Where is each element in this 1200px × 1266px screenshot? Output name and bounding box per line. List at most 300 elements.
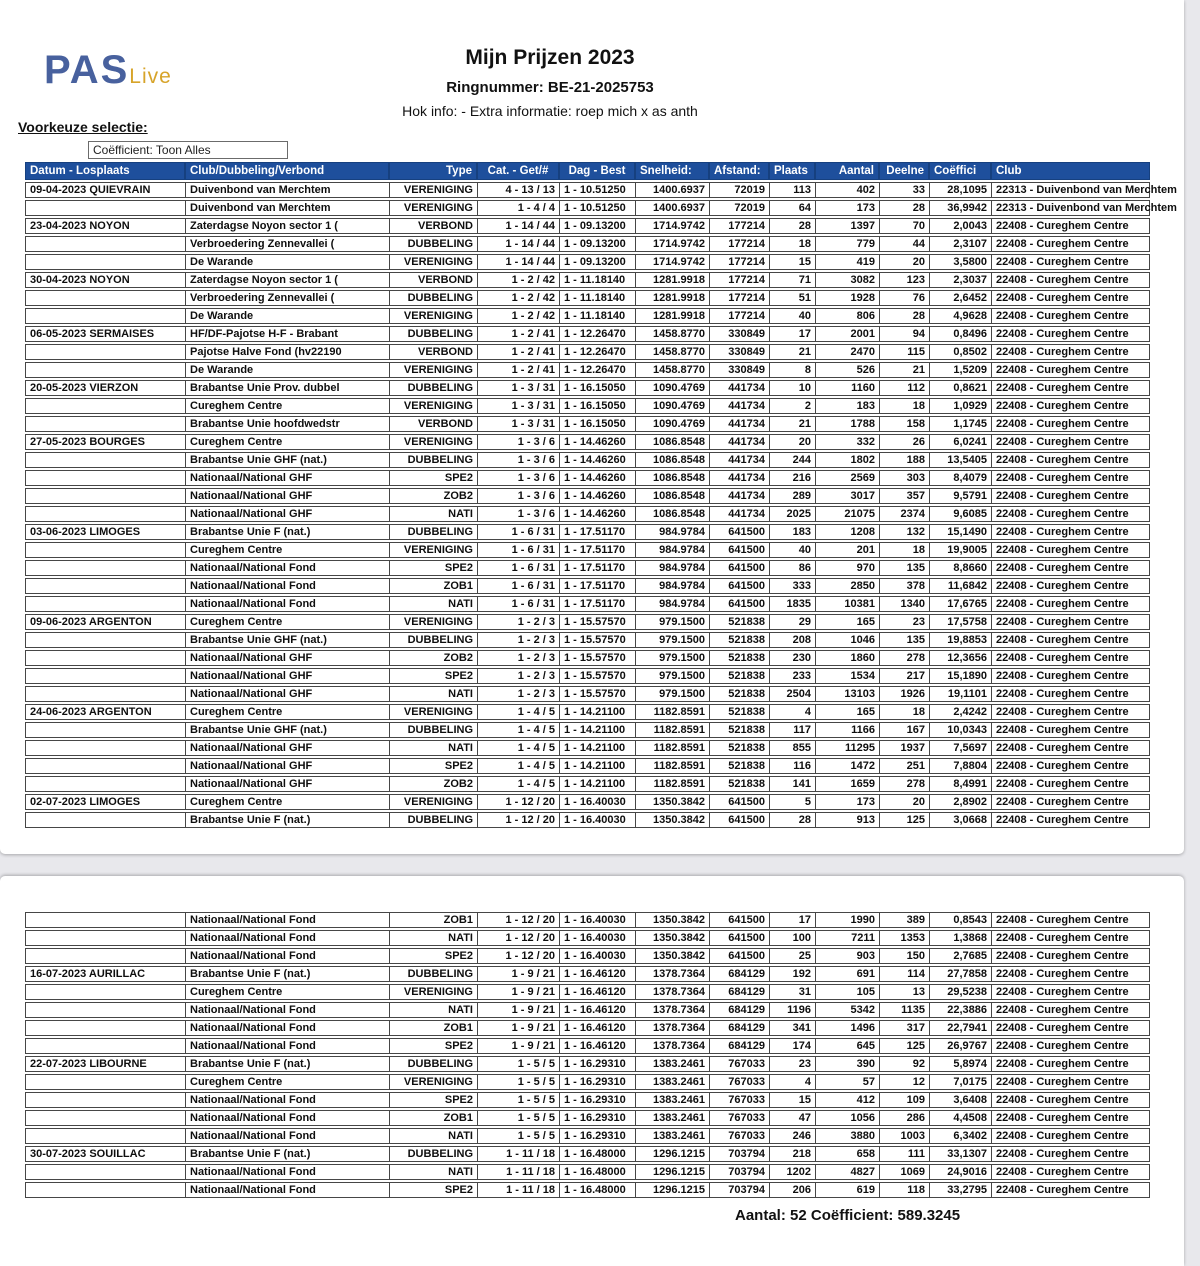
cell: NATI — [389, 1002, 477, 1018]
cell: 22408 - Cureghem Centre — [991, 218, 1150, 234]
cell: 521838 — [709, 650, 769, 666]
cell: 767033 — [709, 1128, 769, 1144]
cell: 1 - 16.29310 — [559, 1056, 635, 1072]
cell: Brabantse Unie F (nat.) — [185, 524, 389, 540]
cell: 1 - 09.13200 — [559, 218, 635, 234]
cell: 64 — [769, 200, 815, 216]
cell: 641500 — [709, 560, 769, 576]
table-row — [25, 452, 1150, 468]
cell: 117 — [769, 722, 815, 738]
cell: 22408 - Cureghem Centre — [991, 362, 1150, 378]
cell: 1 - 16.29310 — [559, 1092, 635, 1108]
cell: 3880 — [815, 1128, 879, 1144]
cell: 22408 - Cureghem Centre — [991, 344, 1150, 360]
cell: 21 — [769, 344, 815, 360]
cell: DUBBELING — [389, 236, 477, 252]
cell: Nationaal/National GHF — [185, 650, 389, 666]
cell: 1090.4769 — [635, 398, 709, 414]
cell: 1835 — [769, 596, 815, 612]
cell: 1 - 16.46120 — [559, 1038, 635, 1054]
cell: 1 - 9 / 21 — [477, 1002, 559, 1018]
cell: 1 - 12 / 20 — [477, 930, 559, 946]
cell: 1 - 2 / 3 — [477, 650, 559, 666]
cell: 1 - 2 / 42 — [477, 290, 559, 306]
cell: Zaterdagse Noyon sector 1 ( — [185, 218, 389, 234]
cell: 1 - 4 / 5 — [477, 704, 559, 720]
cell: Nationaal/National Fond — [185, 930, 389, 946]
cell: 1 - 5 / 5 — [477, 1092, 559, 1108]
cell: Nationaal/National GHF — [185, 488, 389, 504]
cell — [25, 912, 185, 928]
table-row — [25, 416, 1150, 432]
cell: 21075 — [815, 506, 879, 522]
logo-text-live: Live — [129, 65, 172, 88]
cell: 691 — [815, 966, 879, 982]
cell: VERENIGING — [389, 362, 477, 378]
cell: 4,9628 — [929, 308, 991, 324]
table-row — [25, 1164, 1150, 1180]
cell: 521838 — [709, 632, 769, 648]
table-row — [25, 560, 1150, 576]
table-row — [25, 434, 1150, 450]
cell: 135 — [879, 560, 929, 576]
cell: 703794 — [709, 1164, 769, 1180]
cell: 1350.3842 — [635, 794, 709, 810]
cell: 22408 - Cureghem Centre — [991, 740, 1150, 756]
cell: 979.1500 — [635, 686, 709, 702]
cell: 3,6408 — [929, 1092, 991, 1108]
column-header: Coëffici — [929, 162, 991, 180]
cell: 1182.8591 — [635, 758, 709, 774]
cell: Brabantse Unie GHF (nat.) — [185, 632, 389, 648]
cell: 389 — [879, 912, 929, 928]
cell: Brabantse Unie F (nat.) — [185, 966, 389, 982]
cell: 855 — [769, 740, 815, 756]
cell: 2,7685 — [929, 948, 991, 964]
cell: 22408 - Cureghem Centre — [991, 722, 1150, 738]
cell: 333 — [769, 578, 815, 594]
cell: Cureghem Centre — [185, 614, 389, 630]
cell: 183 — [815, 398, 879, 414]
table-row — [25, 506, 1150, 522]
cell: 30-07-2023 SOUILLAC — [25, 1146, 185, 1162]
cell: 526 — [815, 362, 879, 378]
cell: 1160 — [815, 380, 879, 396]
cell — [25, 740, 185, 756]
cell: 18 — [879, 398, 929, 414]
cell: 22408 - Cureghem Centre — [991, 614, 1150, 630]
cell: 23 — [879, 614, 929, 630]
cell: 15 — [769, 1092, 815, 1108]
cell: 1 - 14.46260 — [559, 488, 635, 504]
cell: 3,0668 — [929, 812, 991, 828]
cell: 4 - 13 / 13 — [477, 182, 559, 198]
cell: 390 — [815, 1056, 879, 1072]
cell: 1 - 16.46120 — [559, 984, 635, 1000]
cell: 1281.9918 — [635, 308, 709, 324]
cell: 105 — [815, 984, 879, 1000]
cell: 1166 — [815, 722, 879, 738]
cell: Nationaal/National GHF — [185, 740, 389, 756]
cell: 10,0343 — [929, 722, 991, 738]
cell: 22408 - Cureghem Centre — [991, 524, 1150, 540]
cell: Duivenbond van Merchtem — [185, 200, 389, 216]
cell: 150 — [879, 948, 929, 964]
cell: 17 — [769, 912, 815, 928]
cell: Cureghem Centre — [185, 542, 389, 558]
cell: 1350.3842 — [635, 912, 709, 928]
cell: 2569 — [815, 470, 879, 486]
cell: 40 — [769, 542, 815, 558]
cell: 13,5405 — [929, 452, 991, 468]
cell: VERENIGING — [389, 398, 477, 414]
cell: SPE2 — [389, 1092, 477, 1108]
cell: ZOB1 — [389, 1020, 477, 1036]
cell: 402 — [815, 182, 879, 198]
cell: 2,4242 — [929, 704, 991, 720]
cell: 1 - 3 / 6 — [477, 488, 559, 504]
cell: Brabantse Unie F (nat.) — [185, 812, 389, 828]
cell: 1 - 3 / 6 — [477, 506, 559, 522]
cell: 177214 — [709, 308, 769, 324]
page-title: Mijn Prijzen 2023 — [465, 46, 635, 69]
cell: Brabantse Unie Prov. dubbel — [185, 380, 389, 396]
cell: Brabantse Unie F (nat.) — [185, 1146, 389, 1162]
cell — [25, 452, 185, 468]
cell: 5342 — [815, 1002, 879, 1018]
cell: Brabantse Unie hoofdwedstr — [185, 416, 389, 432]
cell: 1 - 6 / 31 — [477, 542, 559, 558]
cell: 1 - 16.29310 — [559, 1128, 635, 1144]
table-row — [25, 632, 1150, 648]
cell: 1 - 11 / 18 — [477, 1146, 559, 1162]
cell: 441734 — [709, 470, 769, 486]
cell: Nationaal/National Fond — [185, 1110, 389, 1126]
table-row — [25, 1146, 1150, 1162]
cell: 1 - 16.15050 — [559, 416, 635, 432]
cell: Nationaal/National Fond — [185, 596, 389, 612]
cell: 1 - 14.46260 — [559, 434, 635, 450]
cell: 22,7941 — [929, 1020, 991, 1036]
column-header: Cat. - Get/# — [477, 162, 559, 180]
cell: 984.9784 — [635, 596, 709, 612]
cell: 521838 — [709, 740, 769, 756]
cell: 1281.9918 — [635, 272, 709, 288]
cell: 4 — [769, 1074, 815, 1090]
cell: Duivenbond van Merchtem — [185, 182, 389, 198]
cell: 132 — [879, 524, 929, 540]
cell — [25, 416, 185, 432]
cell: 71 — [769, 272, 815, 288]
cell: 1 - 5 / 5 — [477, 1128, 559, 1144]
cell — [25, 1182, 185, 1198]
hok-info: Hok info: - Extra informatie: roep mich x as anth — [402, 103, 698, 119]
cell: 11295 — [815, 740, 879, 756]
prizes-table-page1 — [25, 160, 1177, 830]
cell: 1 - 16.48000 — [559, 1146, 635, 1162]
cell: 33,2795 — [929, 1182, 991, 1198]
cell: 1 - 17.51170 — [559, 578, 635, 594]
cell: 1378.7364 — [635, 984, 709, 1000]
cell: SPE2 — [389, 470, 477, 486]
cell: 1659 — [815, 776, 879, 792]
cell: 33 — [879, 182, 929, 198]
report-header — [250, 46, 850, 119]
cell: 22408 - Cureghem Centre — [991, 758, 1150, 774]
table-row — [25, 812, 1150, 828]
cell: VERENIGING — [389, 1074, 477, 1090]
cell: 19,8853 — [929, 632, 991, 648]
cell: 1,3868 — [929, 930, 991, 946]
cell — [25, 578, 185, 594]
cell: 1 - 3 / 31 — [477, 380, 559, 396]
cell — [25, 776, 185, 792]
table-row — [25, 596, 1150, 612]
cell: 22408 - Cureghem Centre — [991, 236, 1150, 252]
cell: 330849 — [709, 344, 769, 360]
cell: 1 - 12 / 20 — [477, 948, 559, 964]
cell: 1135 — [879, 1002, 929, 1018]
cell: 1 - 14.46260 — [559, 506, 635, 522]
report-page-2 — [0, 876, 1184, 1266]
table-row — [25, 722, 1150, 738]
cell: 11,6842 — [929, 578, 991, 594]
cell: 8,4991 — [929, 776, 991, 792]
cell: 984.9784 — [635, 578, 709, 594]
cell: 92 — [879, 1056, 929, 1072]
cell: 125 — [879, 1038, 929, 1054]
cell: 18 — [879, 704, 929, 720]
cell: 22408 - Cureghem Centre — [991, 272, 1150, 288]
cell: 1182.8591 — [635, 776, 709, 792]
cell: 4827 — [815, 1164, 879, 1180]
table-row — [25, 1020, 1150, 1036]
cell — [25, 290, 185, 306]
cell: 441734 — [709, 506, 769, 522]
cell: 0,8496 — [929, 326, 991, 342]
cell — [25, 1038, 185, 1054]
cell: 441734 — [709, 452, 769, 468]
cell — [25, 668, 185, 684]
cell: 970 — [815, 560, 879, 576]
cell: 70 — [879, 218, 929, 234]
cell: 1397 — [815, 218, 879, 234]
table-row — [25, 776, 1150, 792]
cell: 173 — [815, 794, 879, 810]
table-row — [25, 380, 1150, 396]
cell: 1 - 4 / 5 — [477, 758, 559, 774]
cell: 330849 — [709, 362, 769, 378]
cell: 1714.9742 — [635, 218, 709, 234]
cell: 165 — [815, 704, 879, 720]
cell: 22408 - Cureghem Centre — [991, 794, 1150, 810]
cell: 244 — [769, 452, 815, 468]
cell: De Warande — [185, 362, 389, 378]
cell: 1 - 16.40030 — [559, 948, 635, 964]
table-row — [25, 200, 1150, 216]
cell: 2504 — [769, 686, 815, 702]
cell: 2,3107 — [929, 236, 991, 252]
cell: 1 - 2 / 41 — [477, 344, 559, 360]
cell: 1 - 16.46120 — [559, 1020, 635, 1036]
cell: 1 - 16.40030 — [559, 812, 635, 828]
cell — [25, 200, 185, 216]
table-row — [25, 1182, 1150, 1198]
cell: 1 - 16.48000 — [559, 1164, 635, 1180]
column-header: Afstand: — [709, 162, 769, 180]
cell: 1340 — [879, 596, 929, 612]
cell: 17 — [769, 326, 815, 342]
table-row — [25, 254, 1150, 270]
table-row — [25, 984, 1150, 1000]
cell: 22313 - Duivenbond van Merchtem — [991, 182, 1150, 198]
cell: 1400.6937 — [635, 200, 709, 216]
cell: 22408 - Cureghem Centre — [991, 1002, 1150, 1018]
cell: 1 - 15.57570 — [559, 650, 635, 666]
cell: VERENIGING — [389, 434, 477, 450]
cell: 1 - 15.57570 — [559, 614, 635, 630]
table-row — [25, 668, 1150, 684]
cell: 8,8660 — [929, 560, 991, 576]
cell: 22408 - Cureghem Centre — [991, 984, 1150, 1000]
cell: 278 — [879, 776, 929, 792]
cell: 216 — [769, 470, 815, 486]
cell: DUBBELING — [389, 380, 477, 396]
cell: NATI — [389, 1164, 477, 1180]
cell: DUBBELING — [389, 326, 477, 342]
cell: 1458.8770 — [635, 344, 709, 360]
cell: 767033 — [709, 1056, 769, 1072]
cell: ZOB2 — [389, 488, 477, 504]
cell — [25, 236, 185, 252]
cell: VERENIGING — [389, 704, 477, 720]
table-row — [25, 758, 1150, 774]
cell: 177214 — [709, 218, 769, 234]
cell: 0,8621 — [929, 380, 991, 396]
cell: 2,8902 — [929, 794, 991, 810]
cell: Nationaal/National GHF — [185, 506, 389, 522]
cell: 1 - 3 / 31 — [477, 416, 559, 432]
cell: 1 - 14.46260 — [559, 470, 635, 486]
cell: 1 - 11 / 18 — [477, 1182, 559, 1198]
cell: Nationaal/National Fond — [185, 948, 389, 964]
cell: Brabantse Unie F (nat.) — [185, 1056, 389, 1072]
cell — [25, 542, 185, 558]
cell: ZOB1 — [389, 912, 477, 928]
cell: Brabantse Unie GHF (nat.) — [185, 452, 389, 468]
cell: 5 — [769, 794, 815, 810]
coefficient-filter-select[interactable]: Coëfficient: Toon Alles — [88, 141, 288, 159]
cell: 332 — [815, 434, 879, 450]
cell: 1 - 5 / 5 — [477, 1056, 559, 1072]
cell: 441734 — [709, 434, 769, 450]
column-header: Dag - Best — [559, 162, 635, 180]
cell: 22408 - Cureghem Centre — [991, 668, 1150, 684]
cell — [25, 1164, 185, 1180]
table-row — [25, 542, 1150, 558]
cell: 1086.8548 — [635, 434, 709, 450]
cell: 2 — [769, 398, 815, 414]
cell: 1 - 16.15050 — [559, 380, 635, 396]
cell: De Warande — [185, 254, 389, 270]
cell: 684129 — [709, 984, 769, 1000]
table-row — [25, 686, 1150, 702]
cell: 1 - 2 / 3 — [477, 632, 559, 648]
cell: 521838 — [709, 722, 769, 738]
cell: 703794 — [709, 1182, 769, 1198]
cell: 767033 — [709, 1092, 769, 1108]
cell: Nationaal/National Fond — [185, 1164, 389, 1180]
cell: 86 — [769, 560, 815, 576]
cell: Nationaal/National Fond — [185, 912, 389, 928]
cell: 2025 — [769, 506, 815, 522]
table-row — [25, 1092, 1150, 1108]
cell: 201 — [815, 542, 879, 558]
column-header: Aantal — [815, 162, 879, 180]
cell — [25, 488, 185, 504]
table-row — [25, 488, 1150, 504]
cell: 1182.8591 — [635, 740, 709, 756]
cell: 684129 — [709, 1020, 769, 1036]
cell: 114 — [879, 966, 929, 982]
cell: 174 — [769, 1038, 815, 1054]
cell: 113 — [769, 182, 815, 198]
cell: 22408 - Cureghem Centre — [991, 704, 1150, 720]
cell: 1296.1215 — [635, 1146, 709, 1162]
cell: 22408 - Cureghem Centre — [991, 542, 1150, 558]
table-row — [25, 470, 1150, 486]
table-row — [25, 344, 1150, 360]
table-row — [25, 290, 1150, 306]
cell: 6,3402 — [929, 1128, 991, 1144]
cell — [25, 470, 185, 486]
cell: 1208 — [815, 524, 879, 540]
cell: 1 - 5 / 5 — [477, 1074, 559, 1090]
cell: 1350.3842 — [635, 812, 709, 828]
cell: 641500 — [709, 794, 769, 810]
cell: 3082 — [815, 272, 879, 288]
cell: 22408 - Cureghem Centre — [991, 912, 1150, 928]
cell: Brabantse Unie GHF (nat.) — [185, 722, 389, 738]
totals-summary: Aantal: 52 Coëfficient: 589.3245 — [735, 1207, 961, 1224]
cell: 22408 - Cureghem Centre — [991, 308, 1150, 324]
cell: NATI — [389, 596, 477, 612]
cell: NATI — [389, 506, 477, 522]
cell: ZOB2 — [389, 776, 477, 792]
cell: 02-07-2023 LIMOGES — [25, 794, 185, 810]
cell: Cureghem Centre — [185, 794, 389, 810]
cell: 1,1745 — [929, 416, 991, 432]
cell: 27-05-2023 BOURGES — [25, 434, 185, 450]
cell: 1860 — [815, 650, 879, 666]
cell: 141 — [769, 776, 815, 792]
cell: 22408 - Cureghem Centre — [991, 1074, 1150, 1090]
cell: 1 - 12.26470 — [559, 344, 635, 360]
cell: 1383.2461 — [635, 1110, 709, 1126]
cell: 1383.2461 — [635, 1056, 709, 1072]
cell: 09-04-2023 QUIEVRAIN — [25, 182, 185, 198]
cell: VERENIGING — [389, 254, 477, 270]
cell — [25, 948, 185, 964]
cell: 1 - 16.29310 — [559, 1074, 635, 1090]
cell: 412 — [815, 1092, 879, 1108]
cell: 278 — [879, 650, 929, 666]
cell: 1296.1215 — [635, 1164, 709, 1180]
cell: 44 — [879, 236, 929, 252]
cell: 22408 - Cureghem Centre — [991, 966, 1150, 982]
cell: 1086.8548 — [635, 506, 709, 522]
column-header: Plaats — [769, 162, 815, 180]
